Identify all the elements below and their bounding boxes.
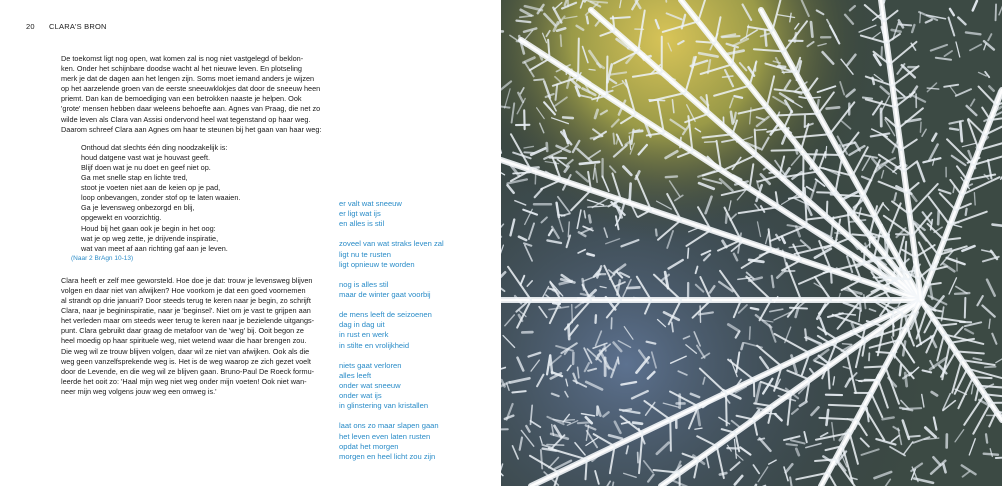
poem-line: de mens leeft de seizoenen [339, 310, 432, 320]
text-line: Clara, naar je begininspiratie, naar je 'beginsel'. Niet om je vast te grijpen aan [61, 306, 311, 316]
poem-stanza [339, 361, 489, 412]
poem-line: ligt opnieuw te worden [339, 259, 415, 269]
poem-line: maar de winter gaat voorbij [339, 290, 431, 300]
text-line: priemt. Dan kan de bemoediging van een betrokken naaste je helpen. Ook [61, 94, 302, 104]
poem-line: er ligt wat ijs [339, 209, 381, 219]
poem-line: in rust en werk [339, 330, 389, 340]
poem-line: onder wat ijs [339, 391, 382, 401]
text-line: wat van meet af aan richting gaf aan je leven. [81, 243, 228, 253]
poem-line: en alles is stil [339, 219, 385, 229]
text-line: punt. Clara gebruikt daar graag de metafoor van de 'weg' bij. Ooit begon ze [61, 326, 304, 336]
text-line: volgen en daar niet van afwijken? Hoe voorkom je dat een goed voornemen [61, 285, 306, 295]
text-line: weg geen vanzelfsprekende weg is. Het is de weg waarop ze zich gezet voelt [61, 356, 311, 366]
poem-stanza [339, 421, 489, 462]
text-line: stoot je voeten niet aan de keien op je pad, [81, 183, 221, 193]
text-line: Ga je levensweg onbezorgd en blij, [81, 203, 195, 213]
poem-stanza [339, 280, 489, 300]
text-line: leerde het ooit zo: 'Haal mijn weg niet weg onder mijn voeten! Ook niet wan- [61, 376, 307, 386]
second-paragraph [61, 276, 319, 397]
intro-paragraph [61, 54, 322, 135]
text-line: wat je op weg zette, je drijvende inspiratie, [81, 233, 219, 243]
frosted-leaf-photo [501, 0, 1002, 486]
body-text [61, 54, 322, 397]
text-line: Daarom schreef Clara aan Agnes om haar te steunen bij het gaan van haar weg: [61, 124, 322, 134]
poem-line: in stilte en vrolijkheid [339, 340, 410, 350]
poem-stanza [339, 239, 489, 270]
text-line: neer mijn weg volgens jouw weg een omweg is.' [61, 386, 217, 396]
text-line: het verleden maar om steeds weer terug te keren naar je bezielende uitgangs- [61, 316, 315, 326]
text-line: loop onbevangen, zonder stof op te laten waaien. [81, 193, 241, 203]
text-line: ken. Onder het schijnbare doodse wacht al het nieuwe leven. En plotseling [61, 64, 302, 74]
text-line: 'grote' mensen hebben daar weleens behoefte aan. Agnes van Praag, die net zo [61, 104, 321, 114]
running-header [26, 22, 107, 31]
text-line: al strandt op drie januari? Door steeds terug te keren naar je begin, zo schrijft [61, 296, 311, 306]
poem-line: opdat het morgen [339, 441, 399, 451]
poem-line: onder wat sneeuw [339, 381, 401, 391]
frosted-leaf-image [501, 0, 1002, 486]
poem-line: nog is alles stil [339, 279, 389, 289]
poem-line: niets gaat verloren [339, 360, 402, 370]
poem-line: er valt wat sneeuw [339, 199, 402, 208]
clara-quote [81, 143, 319, 254]
poem-stanza [339, 199, 489, 230]
quote-source: (Naar 2 BrAgn 10-13) [71, 254, 134, 262]
poem-stanza [339, 310, 489, 351]
poem-line: dag in dag uit [339, 320, 385, 330]
page-number: 20 [26, 22, 35, 31]
text-line: houd datgene vast wat je houvast geeft. [81, 152, 211, 162]
text-line: Die weg wil ze trouw blijven volgen, daar wil ze niet van afwijken. Ook als die [61, 346, 310, 356]
left-page [0, 0, 500, 486]
text-line: Houd bij het gaan ook je begin in het oog: [81, 223, 216, 233]
text-line: wilde leven als Clara van Assisi ondervond heel wat tegenstand op haar weg. [61, 114, 311, 124]
text-line: merk je dat de dagen aan het lengen zijn. Soms moet iemand anders je wijzen [61, 74, 315, 84]
text-line: Onthoud dat slechts één ding noodzakelijk is: [81, 142, 228, 152]
text-line: Clara heeft er zelf mee geworsteld. Hoe doe je dat: trouw je levensweg blijven [61, 275, 313, 285]
poem-line: laat ons zo maar slapen gaan [339, 421, 439, 431]
poem [339, 199, 489, 472]
text-line: Ga met snelle stap en lichte tred, [81, 173, 188, 183]
text-line: door de Levende, en die weg wil ze blijven gaan. Bruno-Paul De Roeck formu- [61, 366, 315, 376]
text-line: De toekomst ligt nog open, wat komen zal is nog niet vastgelegd of beklon- [61, 54, 304, 63]
text-line: Blijf doen wat je nu doet en geef niet op. [81, 162, 211, 172]
poem-line: het leven even laten rusten [339, 431, 431, 441]
text-line: opgewekt en voorzichtig. [81, 213, 162, 223]
poem-line: alles leeft [339, 370, 372, 380]
text-line: op het aarzelende groen van de eerste sneeuwklokjes dat door de sneeuw heen [61, 84, 321, 94]
poem-line: morgen en heel licht zou zijn [339, 452, 436, 462]
text-line: heel moedig op haar spirituele weg, niet wetend waar die haar brengen zou. [61, 336, 307, 346]
running-title: CLARA'S BRON [49, 22, 107, 31]
poem-line: zoveel van wat straks leven zal [339, 239, 444, 249]
poem-line: in glinstering van kristallen [339, 401, 429, 411]
poem-line: ligt nu te rusten [339, 249, 391, 259]
